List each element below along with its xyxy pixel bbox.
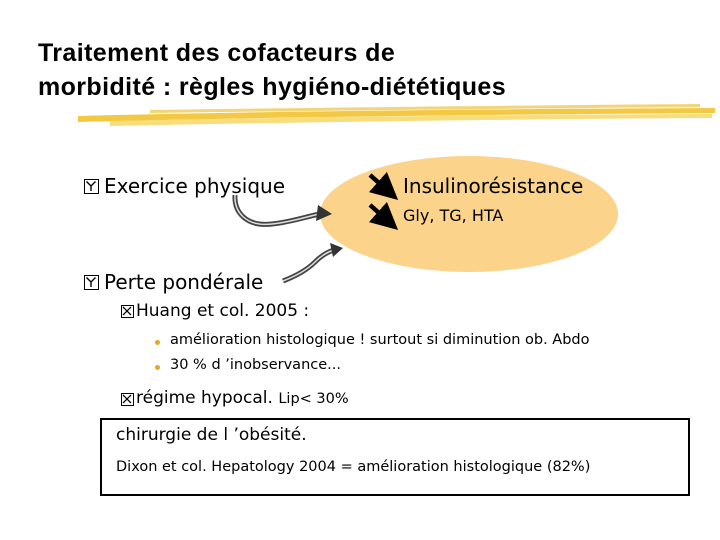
item-perte-ponderale: Perte pondérale <box>104 270 264 294</box>
lip-label: Lip< 30% <box>278 391 349 407</box>
title-line-2: morbidité : règles hygiéno-diététiques <box>38 73 507 101</box>
item-inobservance: 30 % d ’inobservance... <box>170 357 341 373</box>
curved-arrow-icon <box>235 195 332 224</box>
item-chirurgie: chirurgie de l ’obésité. <box>116 425 307 445</box>
item-dixon: Dixon et col. Hepatology 2004 = amélioration histologique (82%) <box>116 459 591 475</box>
effect-gly-tg-hta: Gly, TG, HTA <box>403 206 504 225</box>
arrow-down-right-icon <box>370 175 388 191</box>
effect-insulinoresistance: Insulinorésistance <box>403 174 584 198</box>
arrow-down-right-icon <box>370 205 388 221</box>
item-huang: Huang et col. 2005 : <box>136 301 310 321</box>
regime-label: régime hypocal. <box>136 388 273 408</box>
curved-arrow-icon <box>283 243 343 281</box>
title-line-1: Traitement des cofacteurs de <box>38 39 396 67</box>
item-exercice-physique: Exercice physique <box>104 174 286 198</box>
item-amelioration: amélioration histologique ! surtout si diminution ob. Abdo <box>170 332 590 348</box>
